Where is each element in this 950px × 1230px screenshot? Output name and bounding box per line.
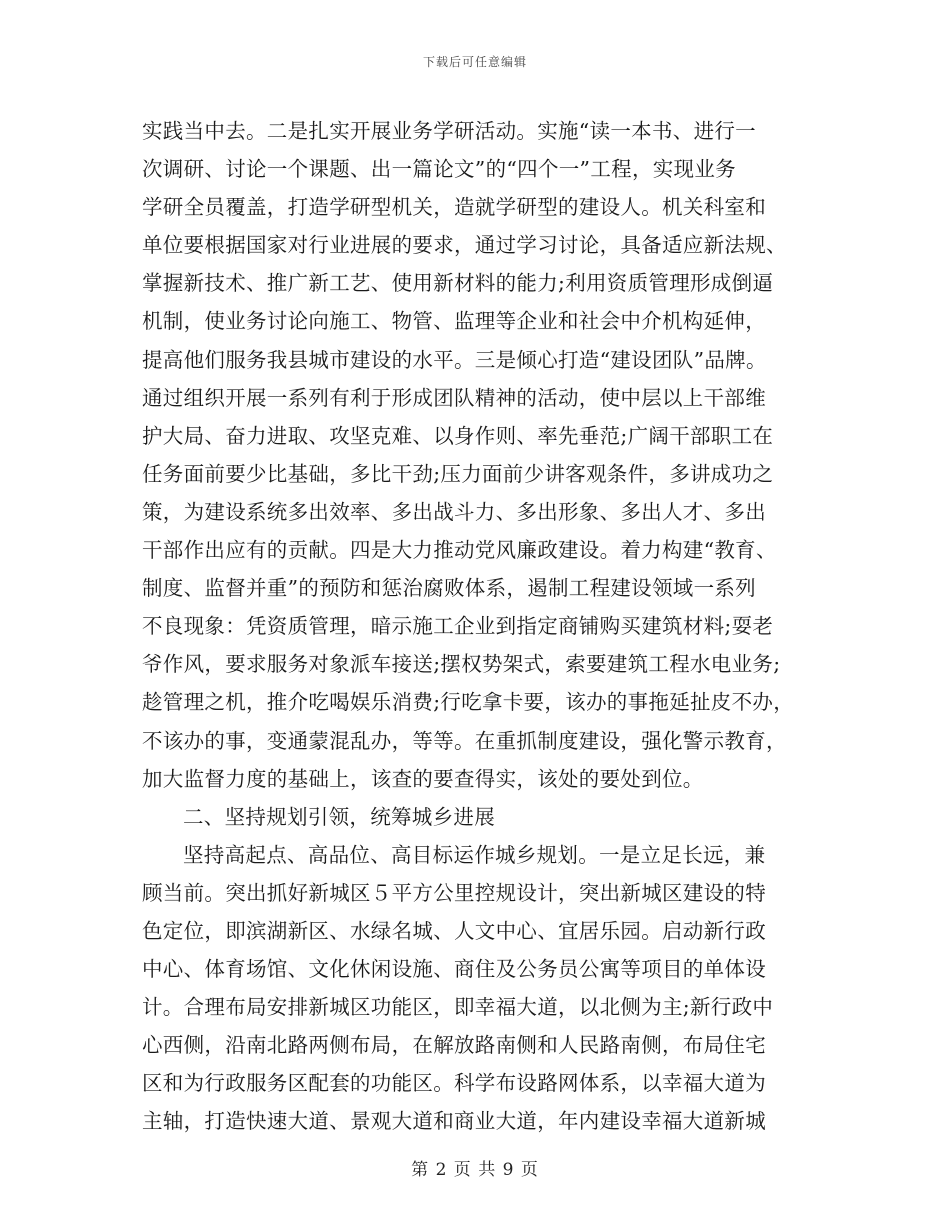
text-line: 策，为建设系统多出效率、多出战斗力、多出形象、多出人才、多出 [142,499,766,524]
text-line: 区和为行政服务区配套的功能区。科学布设路网体系，以幸福大道为 [142,1071,766,1096]
text-line: 不该办的事，变通蒙混乱办，等等。在重抓制度建设，强化警示教育， [142,728,787,753]
text-line: 学研全员覆盖，打造学研型机关，造就学研型的建设人。机关科室和 [142,195,766,220]
text-line: 通过组织开展一系列有利于形成团队精神的活动，使中层以上干部维 [142,385,766,410]
page-number: 第 2 页 共 9 页 [411,1160,539,1180]
text-line: 色定位，即滨湖新区、水绿名城、人文中心、宜居乐园。启动新行政 [142,918,766,943]
text-line: 次调研、讨论一个课题、出一篇论文”的“四个一”工程，实现业务 [142,157,736,182]
text-line: 心西侧，沿南北路两侧布局，在解放路南侧和人民路南侧，布局住宅 [142,1033,766,1058]
text-line: 制度、监督并重”的预防和惩治腐败体系，遏制工程建设领域一系列 [142,576,756,601]
text-line: 掌握新技术、推广新工艺、使用新材料的能力;利用资质管理形成倒逼 [142,271,774,296]
text-line: 加大监督力度的基础上，该查的要查得实，该处的要处到位。 [142,766,704,791]
text-line: 主轴，打造快速大道、景观大道和商业大道，年内建设幸福大道新城 [142,1109,766,1134]
text-line: 机制，使业务讨论向施工、物管、监理等企业和社会中介机构延伸， [142,309,766,334]
document-body [142,112,822,1141]
text-line: 任务面前要少比基础，多比干劲;压力面前少讲客观条件，多讲成功之 [142,461,774,486]
text-line: 爷作风，要求服务对象派车接送;摆权势架式，索要建筑工程水电业务; [142,652,781,677]
text-line: 提高他们服务我县城市建设的水平。三是倾心打造“建设团队”品牌。 [142,347,767,372]
text-line: 实践当中去。二是扎实开展业务学研活动。实施“读一本书、进行一 [142,119,756,143]
text-line: 计。合理布局安排新城区功能区，即幸福大道，以北侧为主;新行政中 [142,995,774,1020]
section-heading: 二、坚持规划引领，统筹城乡进展 [183,804,495,829]
text-line: 单位要根据国家对行业进展的要求，通过学习讨论，具备适应新法规、 [142,233,787,258]
page-header-note: 下载后可任意编辑 [422,55,527,69]
text-line: 护大局、奋力进取、攻坚克难、以身作则、率先垂范;广阔干部职工在 [142,423,774,448]
text-line: 坚持高起点、高品位、高目标运作城乡规划。一是立足长远，兼 [183,842,766,867]
text-line: 中心、体育场馆、文化休闲设施、商住及公务员公寓等项目的单体设 [142,957,766,982]
text-line: 不良现象：凭资质管理，暗示施工企业到指定商铺购买建筑材料;耍老 [142,614,774,639]
text-line: 干部作出应有的贡献。四是大力推动党风廉政建设。着力构建“教育、 [142,538,777,563]
text-line: 顾当前。突出抓好新城区５平方公里控规设计，突出新城区建设的特 [142,880,766,905]
text-line: 趁管理之机，推介吃喝娱乐消费;行吃拿卡要，该办的事拖延扯皮不办， [142,690,795,715]
